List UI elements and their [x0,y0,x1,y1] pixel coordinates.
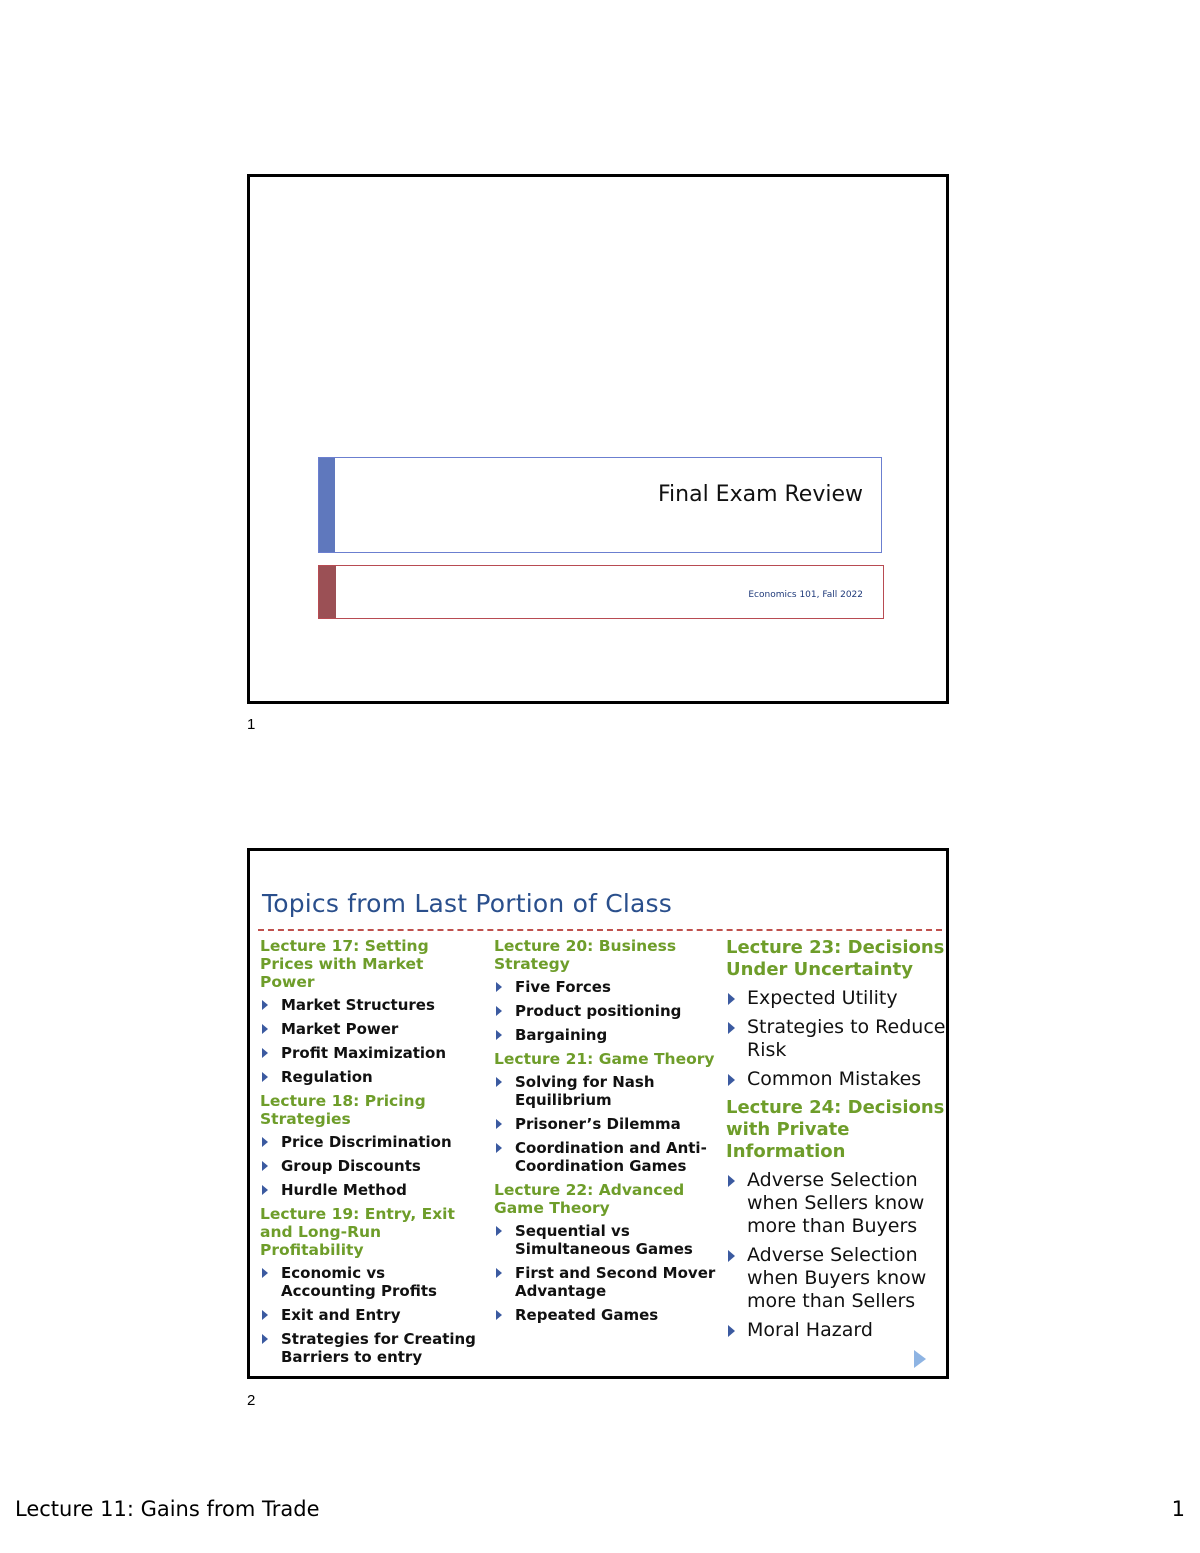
triangle-bullet-icon [262,1268,268,1278]
topic-text: Hurdle Method [281,1181,407,1199]
triangle-bullet-icon [496,1030,502,1040]
slide-number-2: 2 [247,1392,256,1409]
lecture-heading: Lecture 23: Decisions Under Uncertainty [726,937,945,980]
lecture-heading: Lecture 18: Pricing Strategies [260,1092,426,1128]
footer-lecture-title: Lecture 11: Gains from Trade [15,1497,320,1521]
triangle-bullet-icon [496,1310,502,1320]
topic-list-item [260,1264,482,1300]
topic-text: Coordination and Anti-Coordination Games [515,1139,707,1175]
lecture-heading: Lecture 22: Advanced Game Theory [494,1181,685,1217]
topic-list [494,978,716,1044]
topic-text: Adverse Selection when Sellers know more than Buyers [747,1169,925,1237]
triangle-bullet-icon [496,1268,502,1278]
topic-text: Strategies for Creating Barriers to entry [281,1330,476,1366]
topic-list-item [726,1068,948,1091]
topic-list-item [260,1306,482,1324]
slide-1 [247,174,949,704]
topic-text: Moral Hazard [747,1319,873,1341]
topic-text: Price Discrimination [281,1133,452,1151]
triangle-bullet-icon [262,1185,268,1195]
triangle-bullet-icon [262,1072,268,1082]
triangle-bullet-icon [728,1250,735,1262]
topic-text: Profit Maximization [281,1044,446,1062]
topic-list-item [726,1319,948,1342]
triangle-bullet-icon [728,1022,735,1034]
topic-text: Solving for Nash Equilibrium [515,1073,655,1109]
topic-text: Adverse Selection when Buyers know more than Sellers [747,1244,927,1312]
topic-list-item [260,1133,482,1151]
footer-page-number: 1 [1171,1497,1185,1521]
triangle-bullet-icon [262,1137,268,1147]
topic-text: Exit and Entry [281,1306,401,1324]
triangle-bullet-icon [496,1143,502,1153]
topic-text: Common Mistakes [747,1068,922,1090]
topic-list-item [726,1244,948,1313]
topic-text: Economic vs Accounting Profits [281,1264,437,1300]
topic-column-2 [494,937,716,1330]
topic-text: Repeated Games [515,1306,659,1324]
topic-list-item [726,1169,948,1238]
topic-list-item [260,1044,482,1062]
topic-list-item [494,1264,716,1300]
topic-list-item [494,1306,716,1324]
topic-list-item [260,1068,482,1086]
slide-number-1: 1 [247,716,256,733]
triangle-bullet-icon [262,1000,268,1010]
topic-list-item [494,1139,716,1175]
topic-text: Prisoner’s Dilemma [515,1115,681,1133]
topic-list-item [494,1002,716,1020]
topic-list [260,1133,482,1199]
topic-text: Expected Utility [747,987,898,1009]
triangle-bullet-icon [728,1074,735,1086]
triangle-bullet-icon [262,1161,268,1171]
triangle-bullet-icon [262,1334,268,1344]
topic-list [260,1264,482,1366]
topic-list-item [494,1115,716,1133]
topic-text: Five Forces [515,978,611,996]
triangle-bullet-icon [728,1325,735,1337]
topic-list-item [726,1016,948,1062]
topic-list [726,987,948,1091]
triangle-bullet-icon [496,1119,502,1129]
triangle-bullet-icon [262,1310,268,1320]
subtitle-accent-bar [319,566,336,618]
triangle-bullet-icon [496,1226,502,1236]
topic-column-3 [726,937,948,1348]
next-slide-arrow-icon[interactable] [914,1350,926,1368]
slide-subtitle: Economics 101, Fall 2022 [748,590,863,600]
triangle-bullet-icon [496,1006,502,1016]
topic-text: Strategies to Reduce Risk [747,1016,946,1061]
slide-title: Final Exam Review [657,482,863,507]
triangle-bullet-icon [262,1024,268,1034]
topic-list-item [494,978,716,996]
topic-text: Group Discounts [281,1157,421,1175]
slide-2 [247,848,949,1379]
topic-column-1 [260,937,482,1372]
topic-text: Bargaining [515,1026,608,1044]
lecture-heading: Lecture 24: Decisions with Private Information [726,1097,945,1162]
topic-text: Regulation [281,1068,373,1086]
title-box [318,457,882,553]
triangle-bullet-icon [496,1077,502,1087]
topic-text: Market Power [281,1020,399,1038]
topic-text: Market Structures [281,996,435,1014]
topic-text: Sequential vs Simultaneous Games [515,1222,693,1258]
triangle-bullet-icon [262,1048,268,1058]
topic-list-item [260,1157,482,1175]
triangle-bullet-icon [728,993,735,1005]
topic-text: First and Second Mover Advantage [515,1264,716,1300]
topic-list-item [260,996,482,1014]
triangle-bullet-icon [496,982,502,992]
topic-list-item [260,1330,482,1366]
topic-list-item [260,1020,482,1038]
slide-title: Topics from Last Portion of Class [262,889,673,918]
title-accent-bar [319,458,335,552]
lecture-heading: Lecture 20: Business Strategy [494,937,677,973]
topic-text: Product positioning [515,1002,682,1020]
topic-list-item [726,987,948,1010]
topic-list-item [494,1073,716,1109]
topic-list [726,1169,948,1342]
triangle-bullet-icon [728,1175,735,1187]
subtitle-box [318,565,884,619]
topic-list [494,1222,716,1324]
lecture-heading: Lecture 21: Game Theory [494,1050,715,1068]
topic-list-item [494,1026,716,1044]
topic-list [494,1073,716,1175]
topic-list-item [260,1181,482,1199]
topic-list [260,996,482,1086]
lecture-heading: Lecture 17: Setting Prices with Market Power [260,937,429,991]
topic-list-item [494,1222,716,1258]
dashed-divider [258,929,942,931]
lecture-heading: Lecture 19: Entry, Exit and Long-Run Profitability [260,1205,455,1259]
